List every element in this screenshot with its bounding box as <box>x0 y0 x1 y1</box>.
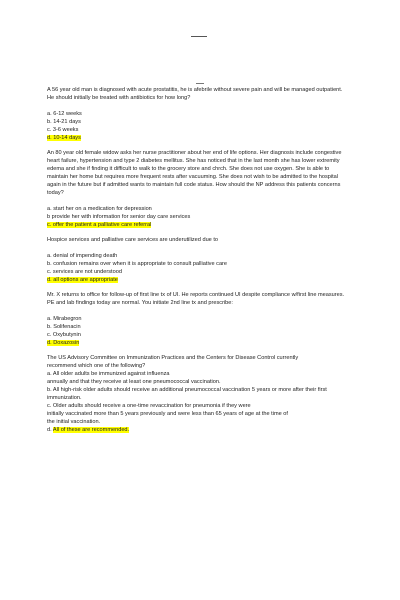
option-d <box>47 134 347 142</box>
option-c: c. services are not understood <box>47 269 122 275</box>
option-c <box>47 221 347 229</box>
question-3 <box>47 236 347 284</box>
option-c: c. 3-6 weeks <box>47 127 79 133</box>
answer-options <box>47 252 347 284</box>
option-a: a. Mirabegron <box>47 316 82 322</box>
question-stem: Mr. X returns to office for follow-up of first line tx of UI. He reports continued UI despite compliance w/first line measures. PE and lab findings today are normal. You initiate 2nd line tx and prescribe: <box>47 292 345 306</box>
option-a: a. start her on a medication for depression <box>47 206 152 212</box>
question-stem: Hospice services and palliative care services are underutilized due to <box>47 237 219 243</box>
option-b-line: b. All high-risk older adults should receive an additional pneumococcal vaccination 5 years or more after their first immunization. <box>47 387 327 401</box>
option-a-line: annually and that they receive at least one pneumococcal vaccination. <box>47 379 221 385</box>
question-4 <box>47 291 347 347</box>
option-c-line: initially vaccinated more than 5 years previously and were less than 65 years of age at the time of <box>47 411 288 417</box>
option-b: b. confusion remains over when it is appropriate to consult palliative care <box>47 261 228 267</box>
answer-options <box>47 205 347 229</box>
option-b: b. 14-21 days <box>47 119 81 125</box>
question-1 <box>47 86 347 142</box>
stem-line: The US Advisory Committee on Immunization Practices and the Centers for Disease Control currently <box>47 355 299 361</box>
question-stem: An 80 year old female widow asks her nurse practitioner about her end of life options. Her diagnosis include congestive heart failure, hypertension and type 2 diabetes mellitus. She has noticed that in the last month she has lower extremity edema and she if finding it difficult to walk to the grocery store and chrch. She does not use oxygen. She is able to maintain her home but requires more frequent rests after vacuuming. She does not wish to be admitted to the hospital again in the future but if admitted wants to maintain full code status. How should the NP address this patients concerns today? <box>47 150 342 196</box>
highlighted-answer: d. all options are appropriate <box>47 277 118 283</box>
question-2 <box>47 149 347 229</box>
option-c: c. Oxybutynin <box>47 332 81 338</box>
option-b: b provide her with information for senior day care services <box>47 214 191 220</box>
highlighted-answer: c. offer the patient a palliative care referral <box>47 222 152 228</box>
option-c-line: the initial vaccination. <box>47 419 101 425</box>
question-stem: A 56 year old man is diagnosed with acute prostatitis, he is afebrile without severe pain and will be managed outpatient. He should initially be treated with antibiotics for how long? <box>47 87 343 101</box>
option-d <box>47 276 347 284</box>
section-mark <box>196 83 204 84</box>
option-d: d. All of these are recommended. <box>47 427 130 433</box>
answer-options <box>47 315 347 347</box>
option-a: a. denial of impending death <box>47 253 118 259</box>
option-c-line: c. Older adults should receive a one-time revaccination for pneumonia if they were <box>47 403 251 409</box>
question-5 <box>47 354 347 434</box>
header-mark <box>191 36 207 37</box>
highlighted-answer: All of these are recommended. <box>52 427 130 433</box>
question-list <box>47 86 347 441</box>
option-a-line: a. All older adults be immunized against influenza <box>47 371 170 377</box>
highlighted-answer: d. Doxazosin <box>47 340 80 346</box>
highlighted-answer: d. 10-14 days <box>47 135 81 141</box>
option-b: b. Solifenacin <box>47 324 81 330</box>
answer-options <box>47 110 347 142</box>
option-d <box>47 339 347 347</box>
stem-line: recommend which one of the following? <box>47 363 146 369</box>
option-a: a. 6-12 weeks <box>47 111 82 117</box>
